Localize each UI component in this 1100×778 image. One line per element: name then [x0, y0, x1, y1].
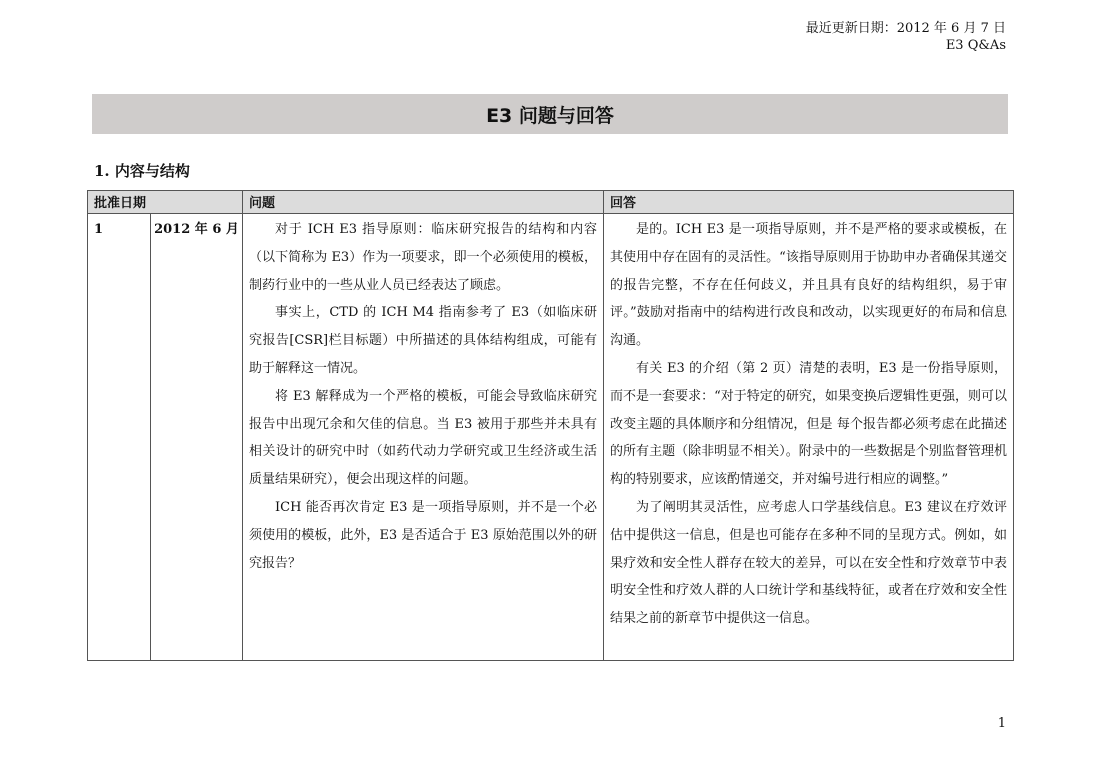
column-header-question: 问题	[243, 191, 604, 214]
row-number: 1	[88, 214, 151, 661]
section-heading: 1. 内容与结构	[94, 162, 190, 180]
question-paragraph: ICH 能否再次肯定 E3 是一项指导原则，并不是一个必须使用的模板，此外，E3 是否适合于 E3 原始范围以外的研究报告？	[249, 499, 598, 571]
page-number: 1	[997, 716, 1006, 731]
document-code: E3 Q&As	[945, 38, 1006, 53]
table-row	[88, 214, 1014, 661]
last-updated-date: 最近更新日期：2012 年 6 月 7 日	[805, 21, 1006, 36]
answer-paragraph: 是的。ICH E3 是一项指导原则，并不是严格的要求或模板，在其使用中存在固有的灵活性。“该指导原则用于协助申办者确保其递交的报告完整，不存在任何歧义，并且具有良好的结构组织，易于审评。”鼓励对指南中的结构进行改良和改动，以实现更好的布局和信息沟通。	[610, 222, 1008, 349]
answer-cell	[604, 214, 1014, 661]
column-header-approval-date: 批准日期	[88, 191, 243, 214]
question-paragraph: 事实上，CTD 的 ICH M4 指南参考了 E3（如临床研究报告[CSR]栏目标题）中所描述的具体结构组成，可能有助于解释这一情况。	[249, 305, 598, 376]
answer-paragraph: 为了阐明其灵活性，应考虑人口学基线信息。E3 建议在疗效评估中提供这一信息，但是也可能存在多种不同的呈现方式。例如，如果疗效和安全性人群存在较大的差异，可以在安全性和疗效章节中表明安全性和疗效人群的人口统计学和基线特征，或者在疗效和安全性结果之前的新章节中提供这一信息。	[610, 499, 1008, 627]
document-header	[806, 20, 1006, 54]
row-approval-date: 2012 年 6 月	[151, 214, 243, 661]
column-header-answer: 回答	[604, 191, 1014, 214]
document-title-bar	[92, 94, 1008, 134]
question-cell	[243, 214, 604, 661]
document-title: E3 问题与回答	[486, 104, 614, 127]
question-paragraph: 对于 ICH E3 指导原则：临床研究报告的结构和内容（以下简称为 E3）作为一项要求，即一个必须使用的模板，制药行业中的一些从业人员已经表达了顾虑。	[249, 222, 598, 293]
qa-table	[87, 190, 1014, 661]
table-header-row	[88, 191, 1014, 214]
answer-paragraph: 有关 E3 的介绍（第 2 页）清楚的表明，E3 是一份指导原则，而不是一套要求：“对于特定的研究，如果变换后逻辑性更强，则可以改变主题的具体顺序和分组情况，但是 每个报告都必须考虑在此描述的所有主题（除非明显不相关）。附录中的一些数据是个别监督管理机构的特别要求，应该酌情递交，并对编号进行相应的调整。”	[610, 360, 1008, 488]
question-paragraph: 将 E3 解释成为一个严格的模板，可能会导致临床研究报告中出现冗余和欠佳的信息。当 E3 被用于那些并未具有相关设计的研究中时（如药代动力学研究或卫生经济或生活质量结果研究），便会出现这样的问题。	[249, 388, 598, 488]
